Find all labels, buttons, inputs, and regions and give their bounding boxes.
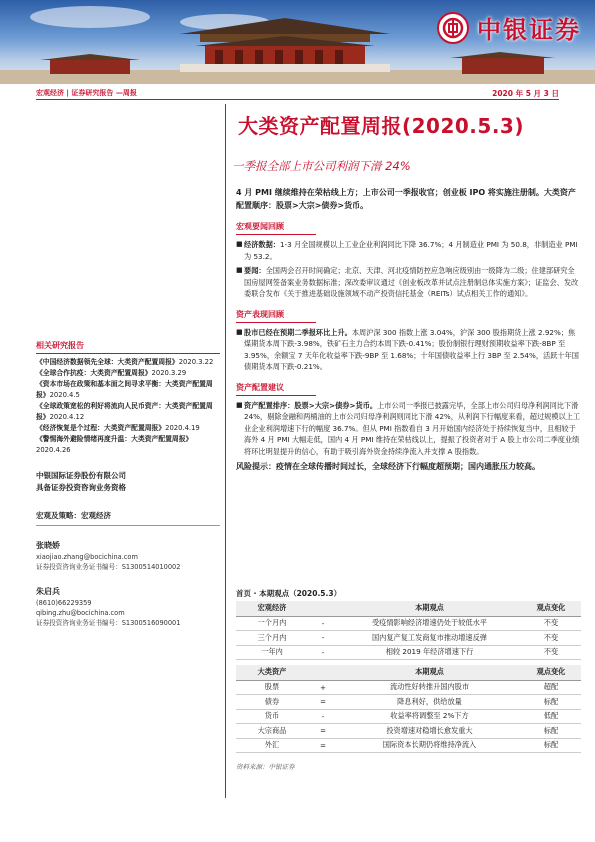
analyst-name: 朱启兵 [36, 587, 60, 596]
boc-logo-icon [437, 12, 469, 44]
main-content [236, 187, 581, 474]
related-report-item[interactable]: 《全球政策宽松的利好将流向人民币资产：大类资产配置周报》2020.4.12 [36, 402, 213, 421]
bullet-item: ■ 资产配置排序：股票>大宗>债券>货币。上市公司一季报已披露完毕，全部上市公司归母净利润同比下滑 24%，剔除金融和两桶油的上市公司归母净利润则同比下滑 42%，从利润下行幅度来看，超过规模以上工业企业利润增速下行的幅度 36.7%。但从 PMI 指数看自 3 月开始国内经济处于持续恢复当中，且相较于海外 4 月 PMI 大幅走低，国内 4 月 PMI 维持在荣枯线以上，提振了投资者对于 A 股上市公司二季度业绩将环比明显提升的信心，有助于吸引海外资金持续净流入并支撑 A 股指数。 [236, 400, 581, 456]
company-qualification: 具备证券投资咨询业务资格 [36, 483, 126, 492]
risk-warning: 风险提示：疫情在全球传播时间过长，全球经济下行幅度超预期；国内通胀压力较高。 [236, 462, 540, 471]
bullet-item: ■ 要闻：全国两会召开时间确定；北京、天津、河北疫情防控应急响应级别由一级降为二级；住建部研究全国房屋网签备案业务数据标准；深改委审议通过《创业板改革并试点注册制总体实施方案》；证监会、发改委联合发布《关于推进基础设施领域不动产投资信托基金（REITs）试点相关工作的通知》。 [236, 266, 579, 298]
meta-bar [36, 86, 559, 100]
section-heading: 资产配置建议 [236, 382, 316, 396]
company-logo [437, 10, 581, 45]
table-row: 股票 + 流动性好转推升国内股市 超配 [236, 680, 581, 695]
table-row: 外汇 = 国际资本长期仍将维持净流入 标配 [236, 738, 581, 753]
views-table-title: 首页 · 本期观点（2020.5.3） [236, 588, 581, 602]
related-report-item[interactable]: 《警惕海外避险情绪再度升温：大类资产配置周报》2020.4.26 [36, 435, 193, 454]
table-row: 三个月内 - 国内复产复工发商复市推动增速反弹 不变 [236, 631, 581, 646]
table-row: 货币 - 收益率将调整至 2%下方 低配 [236, 709, 581, 724]
analyst-name: 张晓娇 [36, 541, 60, 550]
bullet-item: ■ 经济数据：1-3 月全国规模以上工业企业利润同比下降 36.7%；4 月制造业 PMI 为 50.8，非制造业 PMI 为 53.2。 [236, 240, 578, 261]
column-divider [225, 104, 226, 798]
table-row: 债券 = 降息利好，供给放量 标配 [236, 695, 581, 710]
bullet-icon: ■ [236, 240, 243, 248]
strategy-label: 宏观及策略：宏观经济 [36, 510, 220, 526]
bullet-icon: ■ [236, 400, 243, 409]
report-subtitle: 一季报全部上市公司利润下滑 24% [232, 159, 411, 173]
bullet-icon: ■ [236, 327, 243, 336]
table-header-row: 宏观经济 本期观点 观点变化 [236, 601, 581, 616]
company-info [36, 470, 220, 494]
table-header-row: 大类资产 本期观点 观点变化 [236, 665, 581, 680]
related-report-item[interactable]: 《中国经济数据领先全球：大类资产配置周报》2020.3.22 [36, 358, 214, 366]
table-source: 资料来源：中银证券 [236, 763, 295, 771]
related-report-item[interactable]: 《全球合作抗疫：大类资产配置周报》2020.3.29 [36, 369, 187, 377]
section-heading: 宏观要闻回顾 [236, 221, 316, 235]
left-sidebar [36, 340, 220, 628]
table-row: 大宗商品 = 投资增速对稳增长愈发重大 标配 [236, 724, 581, 739]
related-report-item[interactable]: 《经济恢复是个过程：大类资产配置周报》2020.4.19 [36, 424, 200, 432]
related-report-item[interactable]: 《资本市场在政策和基本面之间寻求平衡：大类资产配置周报》2020.4.5 [36, 380, 213, 399]
analyst-email[interactable]: xiaojiao.zhang@bocichina.com [36, 553, 138, 561]
bullet-item: ■ 股市已经在预期二季报环比上升。本周沪深 300 指数上涨 3.04%，沪深 300 股指期货上涨 2.92%；焦煤期货本周下跌-3.98%，铁矿石主力合约本周下跌-0.41%；股份制银行理财预期收益率下跌-8BP 至 3.95%，余额宝 7 天年化收益率下跌-9BP 至 1.68%；十年国债收益率上行 3BP 至 2.54%，活跃十年国债期货本周下跌-0.21%。 [236, 327, 579, 371]
analyst-email[interactable]: qibing.zhu@bocichina.com [36, 609, 125, 617]
bullet-icon: ■ [236, 266, 243, 274]
logo-text: 中银证券 [477, 16, 581, 44]
table-row: 一个月内 - 受疫情影响经济增速仍处于较低水平 不变 [236, 616, 581, 631]
report-title: 大类资产配置周报(2020.5.3) [238, 114, 524, 138]
report-date: 2020 年 5 月 3 日 [492, 89, 559, 98]
section-heading: 资产表现回顾 [236, 309, 316, 323]
company-name: 中银国际证券股份有限公司 [36, 471, 126, 480]
analyst-cert: 证券投资咨询业务证书编号：S1300514010002 [36, 563, 181, 571]
asset-views-table [236, 665, 581, 753]
lead-summary: 4 月 PMI 继续维持在荣枯线上方；上市公司一季报收官；创业板 IPO 将实施注册制。大类资产配置顺序：股票>大宗>债券>货币。 [236, 188, 576, 210]
analyst-cert: 证券投资咨询业务证书编号：S1300516090001 [36, 619, 181, 627]
analyst-block [36, 540, 220, 628]
table-row: 一年内 - 相较 2019 年经济增速下行 不变 [236, 645, 581, 660]
report-category: 宏观经济 | 证券研究报告 —周报 [36, 89, 137, 97]
analyst-phone: (8610)66229359 [36, 599, 92, 607]
related-reports-title: 相关研究报告 [36, 340, 220, 354]
header-banner [0, 0, 595, 84]
macro-views-table [236, 601, 581, 660]
